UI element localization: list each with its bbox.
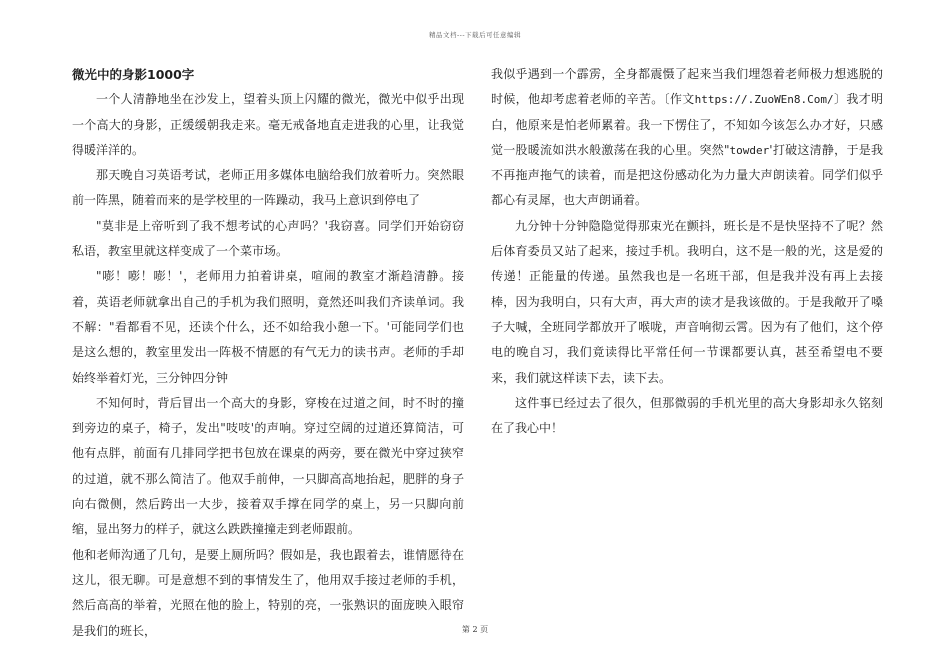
paragraph: 那天晚自习英语考试，老师正用多媒体电脑给我们放着听力。突然眼前一阵黑，随着而来的是学校里的一阵躁动，我马上意识到停电了	[72, 168, 464, 208]
paragraph: 一个人清静地坐在沙发上，望着头顶上闪耀的微光，微光中似乎出现一个高大的身影，正缓缓朝我走来。毫无戒备地直走进我的心里，让我觉得暖洋洋的。	[72, 92, 464, 157]
onomatopoeia-word: towder	[729, 143, 770, 157]
paragraph: "嘭！嘭！嘭！'，老师用力拍着讲桌，喧闹的教室才渐趋清静。接着，英语老师就拿出自己的手机为我们照明，竟然还叫我们齐读单词。我不解："看都看不见，还读个什么，还不如给我小憩一下。'可能同学们也是这么想的，教室里发出一阵极不情愿的有气无力的读书声。老师的手却始终举着灯光，三分钟四分钟	[72, 269, 464, 385]
paragraph: 九分钟十分钟隐隐觉得那束光在颤抖，班长是不是快坚持不了呢？然后体育委员又站了起来，接过手机。我明白，这不是一般的光，这是爱的传递！正能量的传递。虽然我也是一名班干部，但是我并没有再上去接棒，因为我明白，只有大声，再大声的读才是我该做的。于是我敞开了嗓子大喊，全班同学都放开了喉咙，声音响彻云霄。因为有了他们，这个停电的晚自习，我们竟读得比平常任何一节课都要认真，甚至希望电不要来，我们就这样读下去，读下去。	[491, 218, 883, 385]
paragraph-text: '打破这清静，于是我不再拖声拖气的读着，而是把这份感动化为力量大声朗读着。同学们似乎都心有灵犀，也大声朗诵着。	[491, 142, 883, 208]
page-header: 精品文档---下载后可任意编辑	[428, 31, 522, 39]
paragraph: "莫非是上帝听到了我不想考试的心声吗？'我窃喜。同学们开始窃窃私语，教室里就这样变成了一个菜市场。	[72, 218, 464, 259]
source-url: https://.ZuoWEn8.Com/	[694, 93, 834, 107]
paragraph: 不知何时，背后冒出一个高大的身影，穿梭在过道之间，时不时的撞到旁边的桌子，椅子，发出"吱吱'的声响。穿过空阔的过道还算简洁，可他有点胖，前面有几排同学把书包放在课桌的两旁，要在微光中穿过狭窄的过道，就不那么简洁了。他双手前伸，一只脚高高地抬起，肥胖的身子向右微侧，然后跨出一大步，接着双手撑在同学的桌上，另一只脚向前缩，显出努力的样子，就这么跌跌撞撞走到老师跟前。	[72, 395, 464, 537]
paragraph: 他和老师沟通了几句，是要上厕所吗？假如是，我也跟着去，谁情愿待在这儿，很无聊。可是意想不到的事情发生了，他用双手接过老师的手机，然后高高的举着，光照在他的脸上，特别的亮，一张熟识的面庞映入眼帘是我们的班长，	[72, 547, 464, 638]
page-number: 第 2 页	[461, 625, 489, 634]
paragraph	[491, 62, 883, 214]
paragraph-text: 我似乎遇到一个霹雳，全身都震慑了起来当我们埋怨着老师极力想逃脱的时候，他却考虑着老师的辛苦。〔作文	[491, 67, 883, 107]
left-column	[72, 62, 464, 644]
paragraph-text: 〕我才明白，他原来是怕老师累着。我一下愣住了，不知如今该怎么办才好，只感觉一股暖流如洪水般激荡在我的心里。突然"	[491, 92, 883, 157]
right-column	[491, 62, 883, 441]
article-title: 微光中的身影1000字	[72, 67, 195, 82]
paragraph: 这件事已经过去了很久，但那微弱的手机光里的高大身影却永久铭刻在了我心中！	[491, 395, 883, 436]
